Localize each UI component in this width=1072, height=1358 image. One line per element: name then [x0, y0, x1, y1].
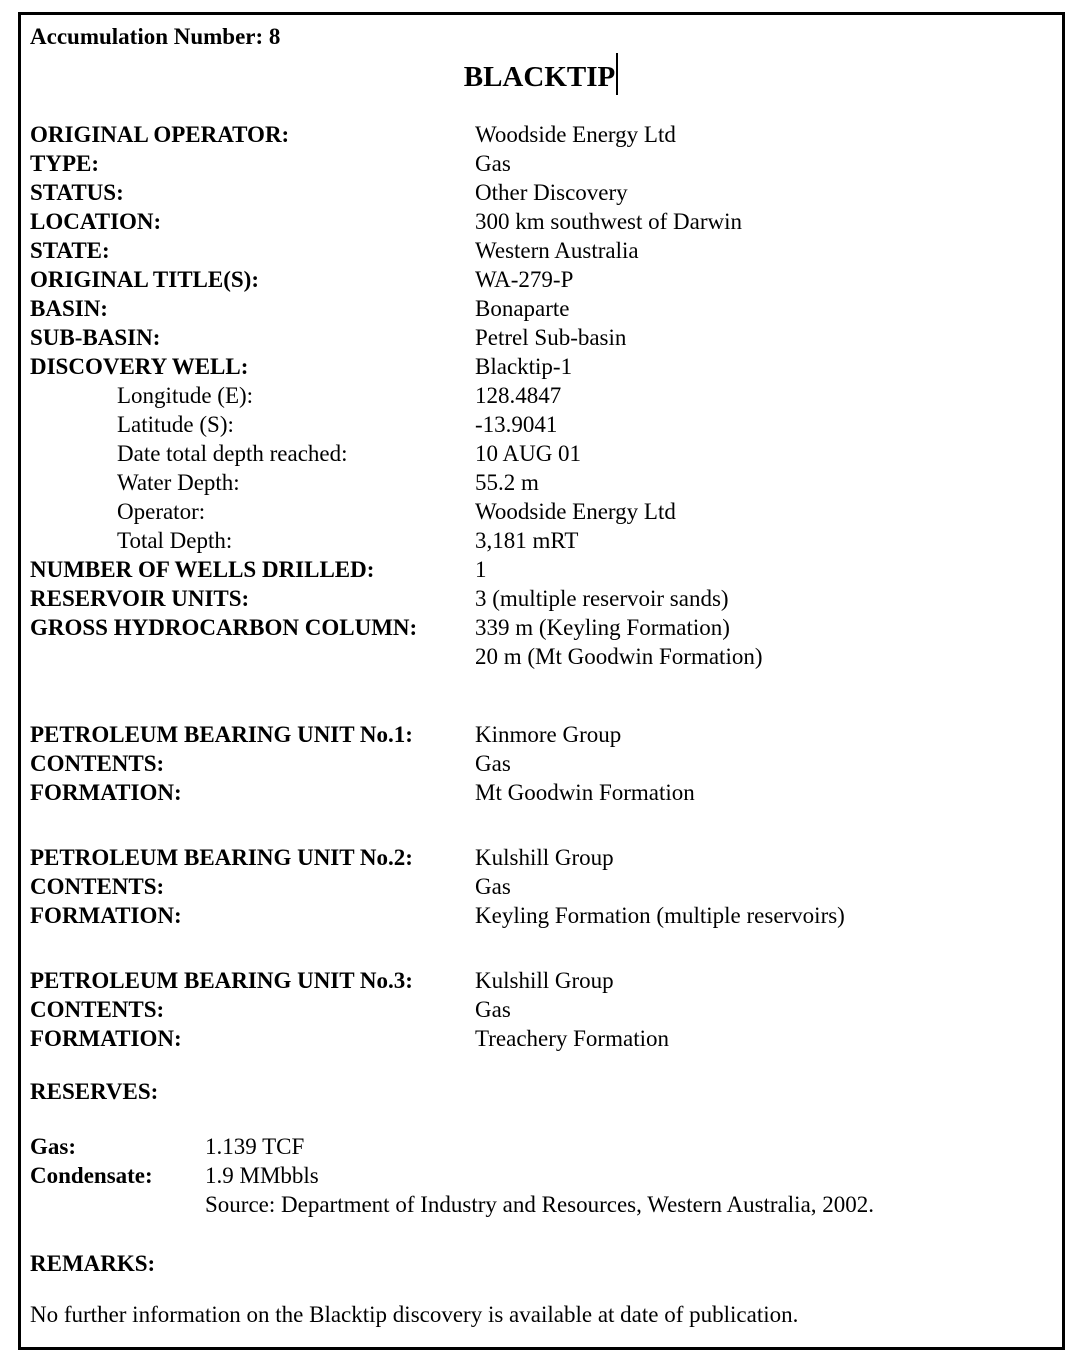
reserves-source: Source: Department of Industry and Resources, Western Australia, 2002.	[205, 1192, 875, 1217]
formation-label: FORMATION:	[30, 780, 182, 805]
field-label: RESERVOIR UNITS:	[30, 586, 250, 611]
field-label: GROSS HYDROCARBON COLUMN:	[30, 615, 418, 640]
field-label: NUMBER OF WELLS DRILLED:	[30, 557, 375, 582]
field-value: Other Discovery	[475, 180, 628, 205]
contents-value: Gas	[475, 751, 511, 776]
reserves-label: Gas:	[30, 1134, 76, 1159]
field-value: 128.4847	[475, 383, 562, 408]
unit-row	[30, 966, 1052, 995]
field-value: 3 (multiple reservoir sands)	[475, 586, 729, 611]
field-label: Latitude (S):	[117, 412, 234, 437]
reserves-heading: RESERVES:	[30, 1079, 159, 1104]
field-label: Total Depth:	[117, 528, 233, 553]
petroleum-unit-3	[30, 966, 1052, 1053]
field-label: Date total depth reached:	[117, 441, 348, 466]
field-value: WA-279-P	[475, 267, 574, 292]
reserves-list	[30, 1132, 1052, 1219]
unit-label: PETROLEUM BEARING UNIT No.3:	[30, 968, 413, 993]
field-row-sub	[30, 468, 1052, 497]
contents-label: CONTENTS:	[30, 997, 165, 1022]
remarks-heading: REMARKS:	[30, 1251, 156, 1276]
field-label: LOCATION:	[30, 209, 162, 234]
field-label: SUB-BASIN:	[30, 325, 161, 350]
field-value: 10 AUG 01	[475, 441, 582, 466]
remarks-text: No further information on the Blacktip discovery is available at date of publication.	[30, 1302, 799, 1327]
field-row	[30, 352, 1052, 381]
field-row	[30, 236, 1052, 265]
field-label: STATE:	[30, 238, 110, 263]
contents-row	[30, 749, 1052, 778]
field-row	[30, 265, 1052, 294]
contents-label: CONTENTS:	[30, 751, 165, 776]
field-row	[30, 613, 1052, 671]
petroleum-unit-1	[30, 720, 1052, 807]
formation-value: Keyling Formation (multiple reservoirs)	[475, 903, 845, 928]
field-row-sub	[30, 381, 1052, 410]
unit-value: Kulshill Group	[475, 968, 614, 993]
field-value: -13.9041	[475, 412, 558, 437]
reserves-value: 1.139 TCF	[205, 1134, 305, 1159]
contents-value: Gas	[475, 874, 511, 899]
formation-label: FORMATION:	[30, 1026, 182, 1051]
field-value: Blacktip-1	[475, 354, 573, 379]
field-label: STATUS:	[30, 180, 124, 205]
formation-row	[30, 901, 1052, 930]
field-value: Petrel Sub-basin	[475, 325, 627, 350]
field-value: 3,181 mRT	[475, 528, 579, 553]
contents-label: CONTENTS:	[30, 874, 165, 899]
field-label: Operator:	[117, 499, 206, 524]
field-row-sub	[30, 410, 1052, 439]
field-value: Woodside Energy Ltd	[475, 499, 676, 524]
contents-row	[30, 872, 1052, 901]
field-row-sub	[30, 439, 1052, 468]
formation-value: Mt Goodwin Formation	[475, 780, 695, 805]
field-row	[30, 178, 1052, 207]
contents-value: Gas	[475, 997, 511, 1022]
reserves-row	[30, 1132, 1052, 1161]
contents-row	[30, 995, 1052, 1024]
field-row-sub	[30, 526, 1052, 555]
document-page	[18, 12, 1065, 1350]
unit-value: Kulshill Group	[475, 845, 614, 870]
title-line	[30, 53, 1052, 97]
field-row	[30, 323, 1052, 352]
field-list	[30, 120, 1052, 671]
field-label: TYPE:	[30, 151, 99, 176]
unit-label: PETROLEUM BEARING UNIT No.2:	[30, 845, 413, 870]
field-row	[30, 120, 1052, 149]
reserves-label: Condensate:	[30, 1163, 153, 1188]
field-row	[30, 149, 1052, 178]
field-row	[30, 555, 1052, 584]
field-label: ORIGINAL OPERATOR:	[30, 122, 290, 147]
field-value-line: 339 m (Keyling Formation)	[475, 615, 730, 640]
field-label: Water Depth:	[117, 470, 240, 495]
unit-row	[30, 720, 1052, 749]
petroleum-unit-2	[30, 843, 1052, 930]
formation-label: FORMATION:	[30, 903, 182, 928]
field-row-sub	[30, 497, 1052, 526]
field-value: 300 km southwest of Darwin	[475, 209, 743, 234]
field-value: Gas	[475, 151, 511, 176]
unit-row	[30, 843, 1052, 872]
field-value: Western Australia	[475, 238, 639, 263]
field-row	[30, 294, 1052, 323]
field-label: Longitude (E):	[117, 383, 254, 408]
unit-value: Kinmore Group	[475, 722, 622, 747]
field-row	[30, 207, 1052, 236]
unit-label: PETROLEUM BEARING UNIT No.1:	[30, 722, 413, 747]
text-cursor	[616, 53, 618, 95]
field-value: 55.2 m	[475, 470, 539, 495]
field-value	[475, 613, 763, 671]
formation-row	[30, 778, 1052, 807]
reserves-value: 1.9 MMbbls	[205, 1163, 319, 1188]
formation-value: Treachery Formation	[475, 1026, 669, 1051]
page-title[interactable]: BLACKTIP	[463, 61, 616, 93]
field-value: 1	[475, 557, 487, 582]
formation-row	[30, 1024, 1052, 1053]
field-label: ORIGINAL TITLE(S):	[30, 267, 260, 292]
field-label: BASIN:	[30, 296, 108, 321]
field-value: Bonaparte	[475, 296, 570, 321]
field-label: DISCOVERY WELL:	[30, 354, 249, 379]
reserves-row	[30, 1161, 1052, 1190]
field-row	[30, 584, 1052, 613]
field-value-line: 20 m (Mt Goodwin Formation)	[475, 644, 763, 669]
field-value: Woodside Energy Ltd	[475, 122, 676, 147]
accumulation-number: Accumulation Number: 8	[30, 24, 281, 49]
